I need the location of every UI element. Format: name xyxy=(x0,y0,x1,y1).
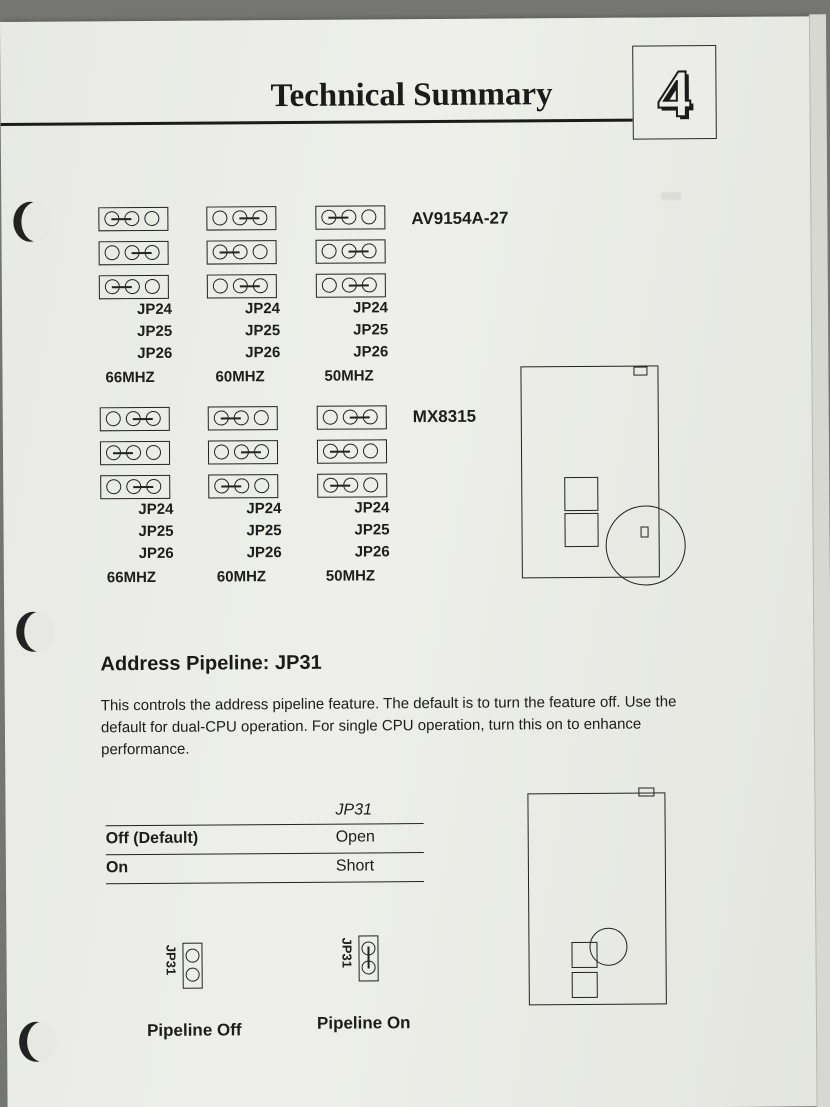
board-chip xyxy=(564,513,598,547)
jumper-column xyxy=(315,205,390,308)
jumper-label: JP25 xyxy=(353,321,389,339)
jumper-block xyxy=(315,205,385,229)
jumper-column xyxy=(100,407,175,510)
jumper-column xyxy=(98,207,173,310)
board-chip xyxy=(572,972,598,998)
jumper-name: JP31 xyxy=(163,944,179,976)
section-description: This controls the address pipeline feature. The default is to turn the feature off. Use the default for dual-CPU operation. For single CPU operation, turn this on to enhance performance. xyxy=(100,693,677,759)
table-row xyxy=(106,824,424,855)
speed-label: 60MHZ xyxy=(216,568,267,586)
setting-cell: On xyxy=(105,859,129,877)
jumper-block xyxy=(317,439,387,463)
jumper-label: JP26 xyxy=(246,544,282,562)
jumper-label: JP25 xyxy=(246,522,282,540)
jumper-labels xyxy=(318,297,388,363)
pipeline-off-caption: Pipeline Off xyxy=(146,1020,242,1040)
jumper-labels xyxy=(103,499,173,565)
jumper-block xyxy=(207,240,277,264)
speed-label: 50MHZ xyxy=(325,567,376,585)
jumper-label: JP26 xyxy=(138,544,174,563)
jumper-block xyxy=(317,405,387,429)
speed-label: 50MHZ xyxy=(324,367,374,385)
jumper-block xyxy=(208,406,278,430)
manual-page xyxy=(0,16,820,1107)
jumper-block xyxy=(208,474,278,498)
jumper-block xyxy=(316,273,386,297)
board-chip xyxy=(564,477,598,511)
column-header: JP31 xyxy=(335,801,373,819)
setting-cell: Off (Default) xyxy=(105,829,199,848)
binder-hole xyxy=(13,202,47,242)
board-connector xyxy=(638,787,654,796)
jumper-block xyxy=(99,241,169,265)
jumper-block xyxy=(316,239,386,263)
jumper-name: JP31 xyxy=(339,937,355,969)
jumper-block xyxy=(100,407,170,431)
table-header xyxy=(105,797,423,826)
jumper-label: JP25 xyxy=(137,322,173,341)
chapter-number: 4 xyxy=(657,55,692,132)
section-heading: Address Pipeline: JP31 xyxy=(100,651,322,676)
speed-label: 60MHZ xyxy=(215,368,265,386)
binder-hole xyxy=(16,612,50,652)
jumper-label: JP25 xyxy=(245,322,281,340)
jumper-column xyxy=(206,206,281,309)
jumper-column xyxy=(317,405,392,508)
pipeline-on-caption: Pipeline On xyxy=(316,1013,411,1033)
jumper-label: JP24 xyxy=(244,300,281,318)
jumper-block xyxy=(100,475,170,499)
jumper-block xyxy=(317,473,387,497)
jumper-label: JP24 xyxy=(354,499,390,517)
jumper-label: JP26 xyxy=(137,344,173,363)
jumper-block xyxy=(208,440,278,464)
jumper-open xyxy=(182,943,202,989)
jumper-block xyxy=(98,207,168,231)
value-cell: Open xyxy=(335,828,375,846)
board-diagram xyxy=(527,792,666,1005)
jumper-label: JP25 xyxy=(354,521,390,539)
board-connector xyxy=(633,366,647,375)
pipeline-table xyxy=(105,797,424,884)
callout-circle xyxy=(589,928,627,966)
bleed-through xyxy=(661,192,681,200)
jumper-block xyxy=(99,275,169,299)
speed-label: 66MHZ xyxy=(106,568,157,587)
header-rule xyxy=(1,119,633,126)
callout-circle xyxy=(605,505,686,586)
chip-name: MX8315 xyxy=(412,406,477,427)
chip-name: AV9154A-27 xyxy=(411,208,509,229)
jumper-block xyxy=(100,441,170,465)
jumper-label: JP26 xyxy=(353,343,389,361)
jumper-label: JP24 xyxy=(246,500,282,518)
binder-hole xyxy=(19,1022,53,1062)
jumper-label: JP24 xyxy=(138,500,174,519)
jumper-label: JP26 xyxy=(245,344,281,362)
chapter-tab xyxy=(632,45,717,140)
page-title: Technical Summary xyxy=(270,76,553,115)
jumper-labels xyxy=(102,299,172,365)
jumper-block xyxy=(207,274,277,298)
jumper-label: JP26 xyxy=(354,543,390,561)
jumper-label: JP25 xyxy=(138,522,174,541)
jumper-labels xyxy=(210,298,280,364)
jumper-shorted xyxy=(358,935,378,981)
jumper-labels xyxy=(211,498,281,564)
page-stack-edge xyxy=(809,14,830,1107)
speed-label: 66MHZ xyxy=(105,368,155,387)
table-row xyxy=(106,853,424,884)
jumper-label: JP24 xyxy=(136,300,173,319)
jumper-column xyxy=(208,406,283,509)
jumper-block xyxy=(206,206,276,230)
jumper-label: JP24 xyxy=(352,299,389,317)
jumper-labels xyxy=(319,497,389,563)
value-cell: Short xyxy=(335,857,375,875)
